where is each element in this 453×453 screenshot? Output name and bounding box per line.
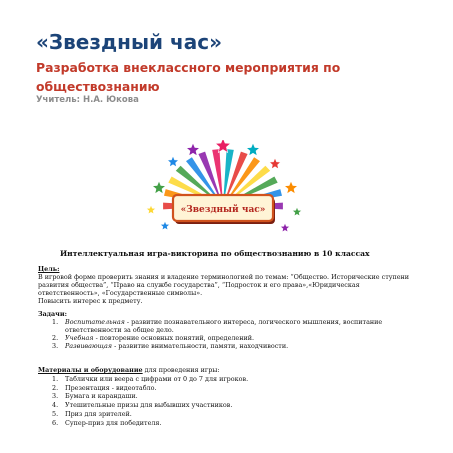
materials-list: [52, 375, 392, 427]
goal-block: [38, 265, 418, 305]
logo-star: [152, 181, 165, 194]
logo-star: [269, 158, 280, 169]
material-text: Презентация - видеотабло.: [65, 383, 157, 392]
tasks-label: Задачи:: [38, 310, 67, 318]
logo-star: [292, 207, 302, 216]
material-text: Приз для зрителей.: [65, 409, 132, 418]
material-text: Супер-приз для победителя.: [65, 418, 162, 427]
task-number: 2.: [52, 334, 59, 342]
materials-suffix: для проведения игры:: [142, 366, 220, 374]
task-text: - развитие познавательного интереса, логического мышления, воспитание ответственности за общее дело.: [65, 318, 383, 334]
goal-text: В игровой форме проверить знания и владение терминологией по темам: “Общество. Исторические ступени развития общества”, “Право на службе государства”, “Подросток и его права»,«Юридическая ответственность», «Государственные символы».: [38, 273, 410, 297]
goal-text-2: Повысить интерес к предмету.: [38, 297, 143, 305]
material-text: Таблички или веера с цифрами от 0 до 7 для игроков.: [65, 375, 249, 383]
material-text: Бумага и карандаши.: [65, 392, 138, 401]
logo-star: [160, 221, 170, 230]
materials-label: Материалы и оборудование: [38, 366, 143, 374]
task-text: - развитие внимательности, памяти, находчивости.: [112, 342, 289, 350]
material-number: 1.: [52, 375, 59, 383]
material-number: 5.: [52, 409, 59, 418]
logo-star: [284, 181, 297, 194]
material-item: [52, 392, 392, 401]
material-item: [52, 401, 392, 410]
task-term: Учебная: [65, 334, 94, 342]
material-item: [52, 384, 392, 393]
tasks-list: [52, 318, 412, 350]
material-text: Утешительные призы для выбывших участников.: [65, 401, 233, 410]
task-number: 1.: [52, 318, 59, 326]
materials-heading: [38, 366, 418, 374]
task-text: - повторение основных понятий, определений.: [93, 334, 255, 342]
logo-star: [280, 223, 290, 232]
material-number: 6.: [52, 418, 59, 427]
logo-star: [246, 143, 259, 156]
material-number: 3.: [52, 392, 59, 401]
task-item: [52, 334, 412, 342]
task-number: 3.: [52, 342, 59, 350]
material-item: [52, 375, 392, 384]
doc-heading: Интеллектуальная игра-викторина по обществознанию в 10 классах: [60, 249, 370, 258]
logo-star: [167, 156, 178, 167]
goal-label: Цель:: [38, 265, 60, 273]
task-item: [52, 342, 412, 350]
logo-star: [146, 205, 156, 214]
logo-text: «Звездный час»: [180, 205, 266, 215]
page-title: «Звездный час»: [36, 30, 223, 54]
star-hour-logo: [145, 140, 305, 240]
material-number: 4.: [52, 401, 59, 410]
task-item: [52, 318, 412, 334]
logo-star: [186, 143, 199, 156]
material-item: [52, 410, 392, 419]
task-term: Развивающая: [65, 342, 113, 350]
task-term: Воспитательная: [65, 318, 125, 326]
material-item: [52, 419, 392, 428]
teacher-name: Учитель: Н.А. Юкова: [36, 95, 139, 105]
material-number: 2.: [52, 383, 59, 392]
page-subtitle: Разработка внеклассного мероприятия по обществознанию: [36, 60, 341, 94]
